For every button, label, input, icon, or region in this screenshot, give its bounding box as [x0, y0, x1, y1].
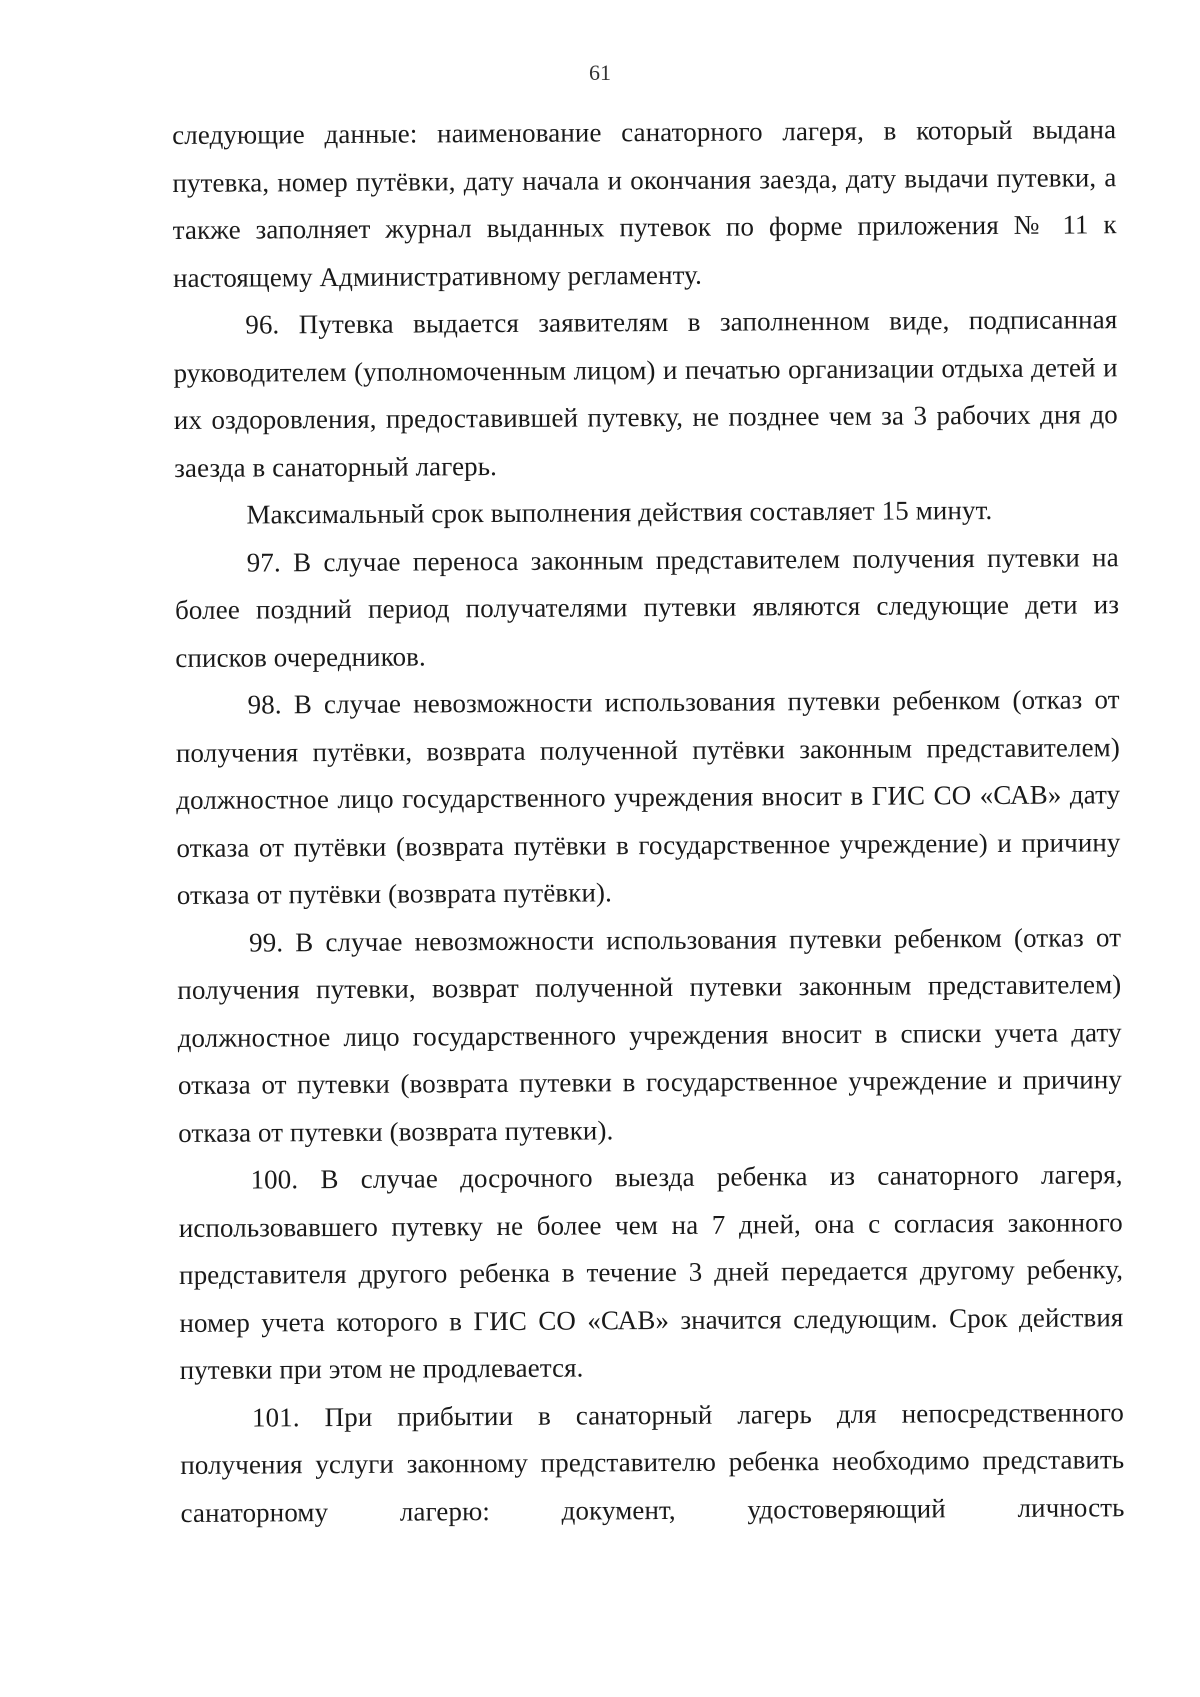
paragraph-97: 97. В случае переноса законным представителем получения путевки на более поздний период получателями путевки являются следующие дети из списков очередников.: [174, 541, 1120, 673]
paragraph-continuation: следующие данные: наименование санаторного лагеря, в который выдана путевка, номер путёвки, дату начала и окончания заезда, дату выдачи путевки, а также заполняет журнал выданных путевок по форме приложения № 11 к настоящему Административному регламенту.: [172, 114, 1117, 293]
paragraph-100: 100. В случае досрочного выезда ребенка из санаторного лагеря, использовавшего путевку не более чем на 7 дней, она с согласия законного представителя другого ребенка в течение 3 дней передается другому ребенку, номер учета которого в ГИС СО «САВ» значится следующим. Срок действия путевки при этом не продлевается.: [178, 1159, 1124, 1385]
paragraph-98: 98. В случае невозможности использования путевки ребенком (отказ от получения путёвки, возврата полученной путёвки законным представителем) должностное лицо государственного учреждения вносит в ГИС СО «САВ» дату отказа от путёвки (возврата путёвки в государственное учреждение) и причину отказа от путёвки (возврата путёвки).: [175, 684, 1121, 910]
paragraph-96: 96. Путевка выдается заявителям в заполненном виде, подписанная руководителем (уполномоченным лицом) и печатью организации отдыха детей и их оздоровления, предоставившей путевку, не позднее чем за 3 рабочих дня до заезда в санаторный лагерь.: [173, 304, 1118, 483]
paragraph-101: 101. При прибытии в санаторный лагерь для непосредственного получения услуги законному представителю ребенка необходимо представить санаторному лагерю: документ, удостоверяющий личность: [180, 1396, 1125, 1528]
document-body: [172, 106, 1125, 1537]
paragraph-99: 99. В случае невозможности использования путевки ребенком (отказ от получения путевки, возврат полученной путевки законным представителем) должностное лицо государственного учреждения вносит в списки учета дату отказа от путевки (возврата путевки в государственное учреждение и причину отказа от путевки (возврата путевки).: [177, 921, 1123, 1148]
paragraph-max-time: Максимальный срок выполнения действия составляет 15 минут.: [246, 494, 993, 530]
page-number: 61: [589, 60, 611, 85]
